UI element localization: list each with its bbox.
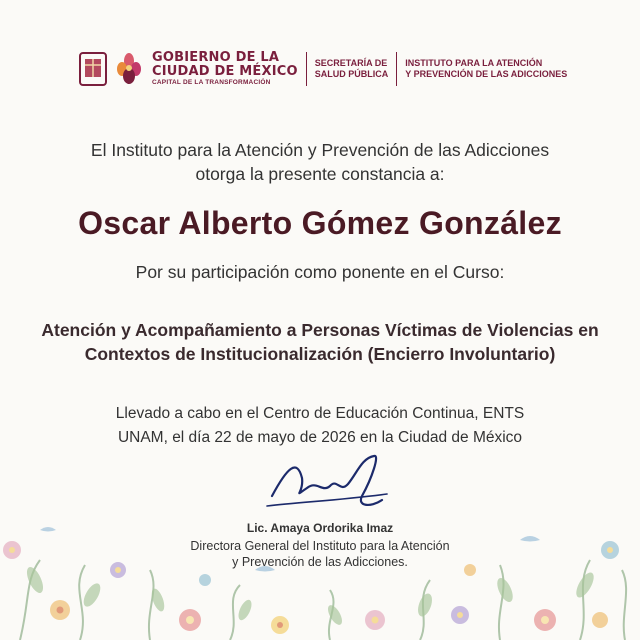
dept-line-1: SECRETARÍA DE <box>314 57 388 68</box>
institute-name <box>405 58 567 81</box>
header-logos <box>78 46 578 92</box>
course-title <box>0 318 640 366</box>
flower-emblem-icon <box>114 51 144 87</box>
signature-image <box>262 448 392 518</box>
header-divider <box>306 52 307 86</box>
intro-text <box>0 138 640 186</box>
signer-role <box>0 538 640 570</box>
inst-line-1: INSTITUTO PARA LA ATENCIÓN <box>405 57 543 68</box>
inst-line-2: Y PREVENCIÓN DE LAS ADICCIONES <box>405 69 568 79</box>
course-line-2: Contextos de Institucionalización (Encierro Involuntario) <box>84 344 556 364</box>
purpose-text: Por su participación como ponente en el Curso: <box>135 262 505 282</box>
recipient-name: Oscar Alberto Gómez González <box>78 205 562 241</box>
government-name <box>152 51 298 86</box>
signer-name: Lic. Amaya Ordorika Imaz <box>246 521 394 535</box>
gov-line-2: CIUDAD DE MÉXICO <box>152 64 298 80</box>
dept-line-2: SALUD PÚBLICA <box>314 69 389 79</box>
intro-line-2: otorga la presente constancia a: <box>195 164 445 184</box>
gov-tagline: CAPITAL DE LA TRANSFORMACIÓN <box>152 78 271 86</box>
role-line-2: y Prevención de las Adicciones. <box>232 555 408 569</box>
venue-text <box>0 402 640 450</box>
venue-line-2: UNAM, el día 22 de mayo de 2026 en la Ciudad de México <box>117 429 523 446</box>
gov-line-1: GOBIERNO DE LA <box>152 50 280 66</box>
course-line-1: Atención y Acompañamiento a Personas Víctimas de Violencias en <box>41 320 599 340</box>
department-name <box>315 58 389 81</box>
venue-line-1: Llevado a cabo en el Centro de Educación Continua, ENTS <box>115 405 525 422</box>
intro-line-1: El Instituto para la Atención y Prevención de las Adicciones <box>90 140 550 160</box>
city-seal-icon <box>78 51 108 87</box>
role-line-1: Directora General del Instituto para la Atención <box>190 539 450 553</box>
header-divider <box>396 52 397 86</box>
